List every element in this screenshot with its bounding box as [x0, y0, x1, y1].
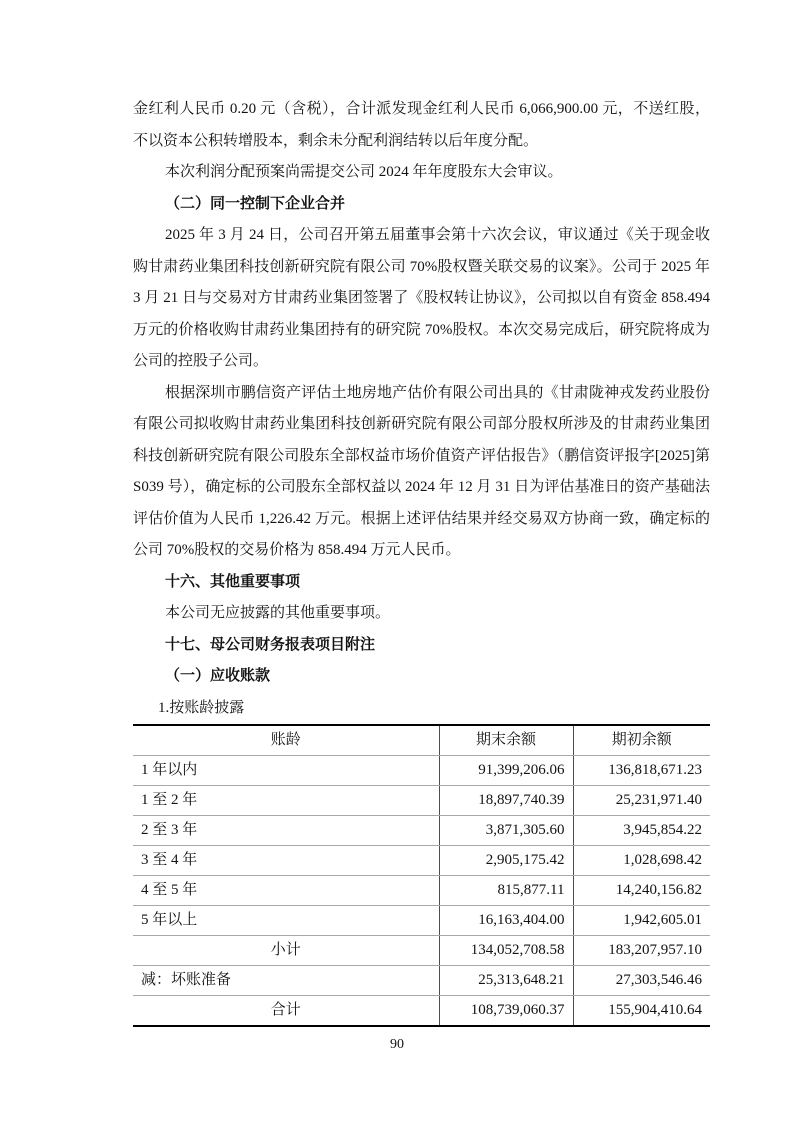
- paragraph-merger-valuation: 根据深圳市鹏信资产评估土地房地产估价有限公司出具的《甘肃陇神戎发药业股份有限公司拟收购甘肃药业集团科技创新研究院有限公司部分股权所涉及的甘肃药业集团科技创新研究院有限公司股东全部权益市场价值资产评估报告》（鹏信资评报字[2025]第 S039 号），确定标的公司股东全部权益以 2024 年 12 月 31 日为评估基准日的资产基础法评估价值为人民币 1,226.42 万元。根据上述评估结果并经交易双方协商一致，确定标的公司 70%股权的交易价格为 858.494 万元人民币。: [133, 384, 710, 558]
- beginning-balance-cell: 155,904,410.64: [573, 996, 710, 1027]
- beginning-balance-cell: 136,818,671.23: [573, 756, 710, 786]
- table-row: [133, 816, 710, 846]
- ending-balance-cell: 3,871,305.60: [439, 816, 573, 846]
- table-row-bad-debt-provision: [133, 966, 710, 996]
- table-header-row: [133, 725, 710, 756]
- aging-cell: 小计: [133, 936, 439, 966]
- table-row: [133, 756, 710, 786]
- table-row-total: [133, 996, 710, 1027]
- ending-balance-cell: 16,163,404.00: [439, 906, 573, 936]
- ending-balance-cell: 2,905,175.42: [439, 846, 573, 876]
- ending-balance-cell: 815,877.11: [439, 876, 573, 906]
- beginning-balance-cell: 183,207,957.10: [573, 936, 710, 966]
- table-row: [133, 846, 710, 876]
- aging-cell: 2 至 3 年: [133, 816, 439, 846]
- ending-balance-cell: 25,313,648.21: [439, 966, 573, 996]
- heading-accounts-receivable: （一）应收账款: [165, 668, 271, 684]
- beginning-balance-cell: 14,240,156.82: [573, 876, 710, 906]
- col-header-aging: 账龄: [133, 725, 439, 756]
- ending-balance-cell: 91,399,206.06: [439, 756, 573, 786]
- table-row: [133, 786, 710, 816]
- subheading-aging-disclosure: 1.按账龄披露: [158, 699, 245, 716]
- heading-parent-company-notes: 十七、母公司财务报表项目附注: [165, 636, 376, 653]
- beginning-balance-cell: 3,945,854.22: [573, 816, 710, 846]
- col-header-ending-balance: 期末余额: [439, 725, 573, 756]
- paragraph-profit-plan: 本次利润分配预案尚需提交公司 2024 年年度股东大会审议。: [165, 164, 563, 180]
- heading-other-important-matters: 十六、其他重要事项: [165, 573, 301, 590]
- page-content: [133, 94, 710, 1027]
- receivables-aging-table: [133, 724, 710, 1027]
- aging-cell: 减：坏账准备: [133, 966, 439, 996]
- beginning-balance-cell: 27,303,546.46: [573, 966, 710, 996]
- aging-cell: 5 年以上: [133, 906, 439, 936]
- paragraph-dividend-continuation: 金红利人民币 0.20 元（含税），合计派发现金红利人民币 6,066,900.00 元，不送红股，不以资本公积转增股本，剩余未分配利润结转以后年度分配。: [133, 101, 710, 149]
- ending-balance-cell: 108,739,060.37: [439, 996, 573, 1027]
- table-row: [133, 906, 710, 936]
- table-row-subtotal: [133, 936, 710, 966]
- beginning-balance-cell: 1,028,698.42: [573, 846, 710, 876]
- beginning-balance-cell: 1,942,605.01: [573, 906, 710, 936]
- beginning-balance-cell: 25,231,971.40: [573, 786, 710, 816]
- aging-cell: 3 至 4 年: [133, 846, 439, 876]
- ending-balance-cell: 18,897,740.39: [439, 786, 573, 816]
- aging-cell: 1 年以内: [133, 756, 439, 786]
- table-row: [133, 876, 710, 906]
- paragraph-no-other-matters: 本公司无应披露的其他重要事项。: [165, 605, 391, 621]
- ending-balance-cell: 134,052,708.58: [439, 936, 573, 966]
- col-header-beginning-balance: 期初余额: [573, 725, 710, 756]
- aging-cell: 4 至 5 年: [133, 876, 439, 906]
- heading-merger-under-common-control: （二）同一控制下企业合并: [165, 195, 346, 212]
- aging-cell: 1 至 2 年: [133, 786, 439, 816]
- aging-cell: 合计: [270, 1002, 301, 1018]
- page-number: 90: [390, 1037, 404, 1052]
- paragraph-merger-resolution: 2025 年 3 月 24 日，公司召开第五届董事会第十六次会议，审议通过《关于现金收购甘肃药业集团科技创新研究院有限公司 70%股权暨关联交易的议案》。公司于 2025 年 3 月 21 日与交易对方甘肃药业集团签署了《股权转让协议》，公司拟以自有资金 858.494 万元的价格收购甘肃药业集团持有的研究院 70%股权。本次交易完成后，研究院将成为公司的控股子公司。: [133, 227, 710, 369]
